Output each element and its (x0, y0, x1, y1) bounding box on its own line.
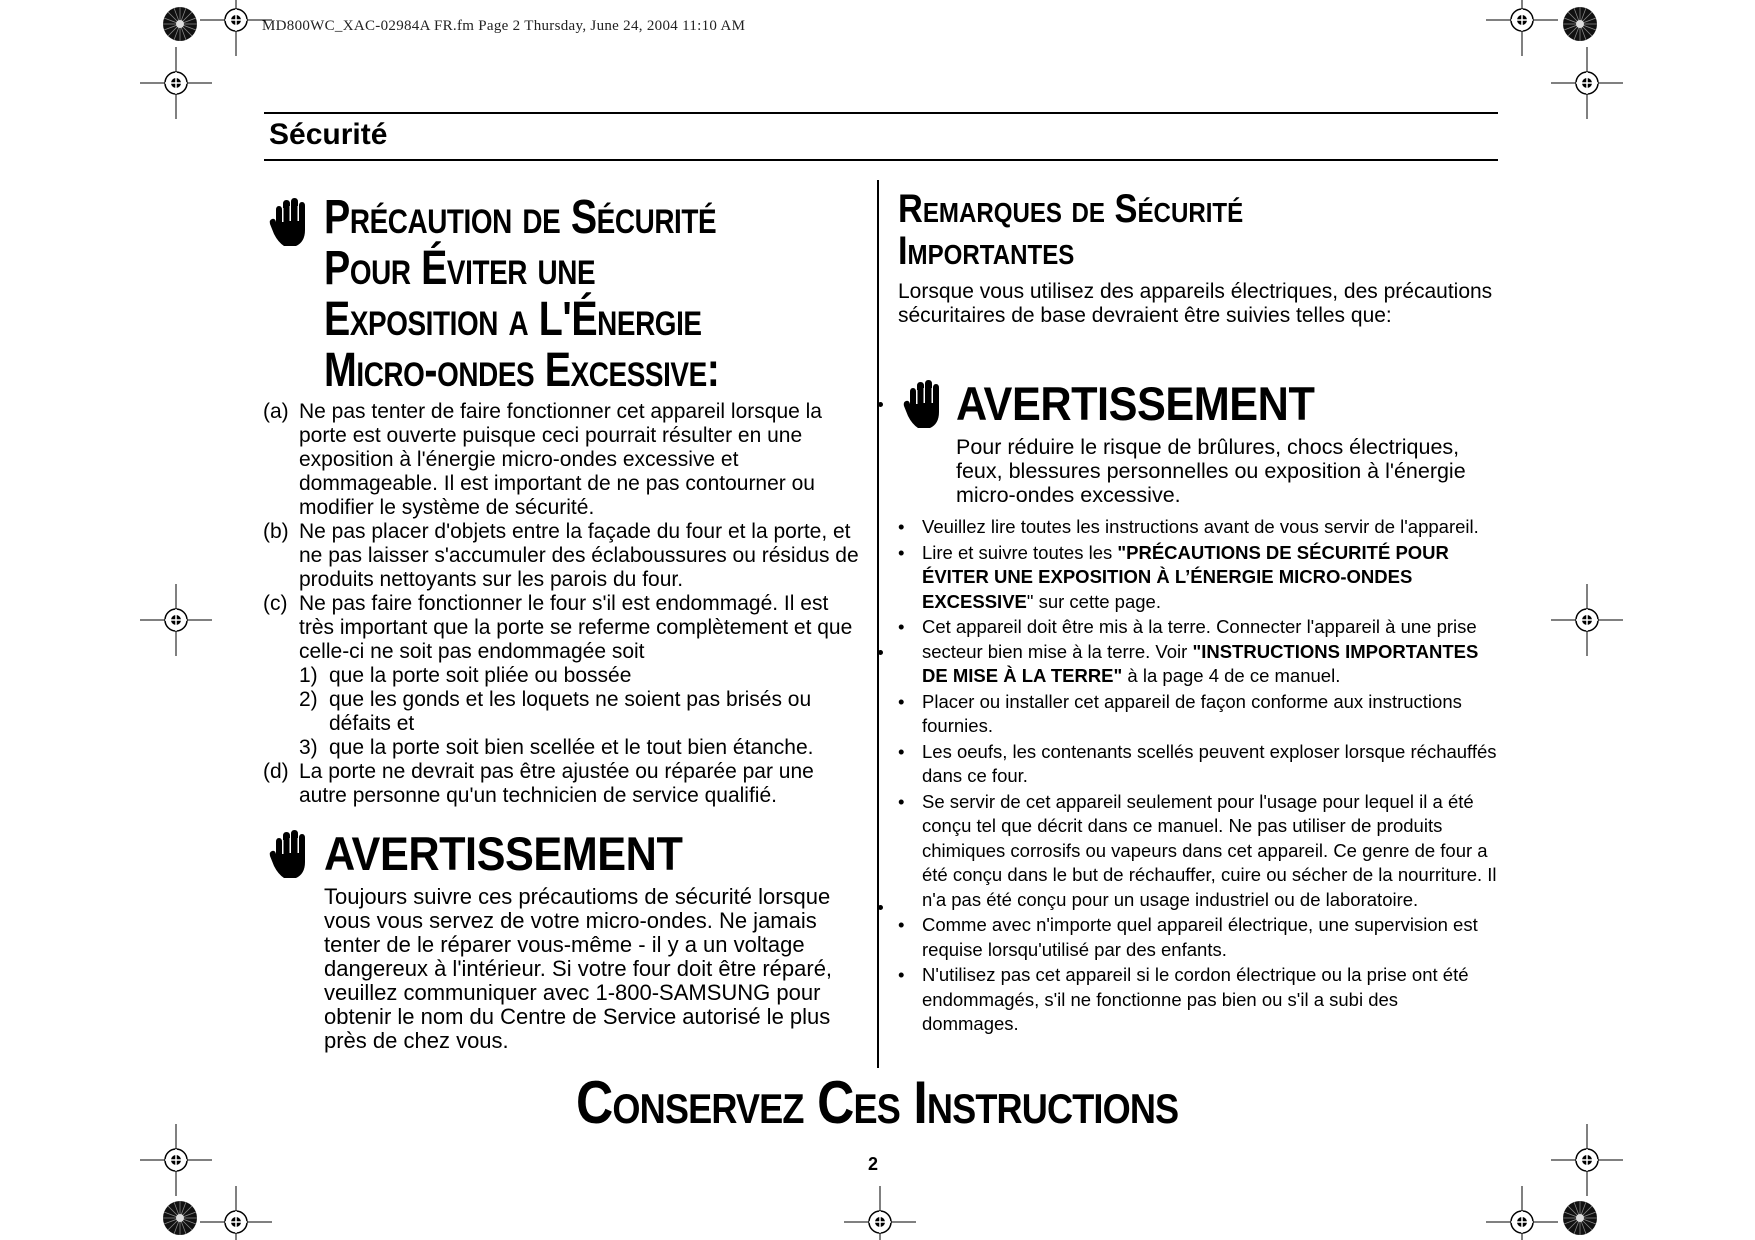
safety-bullets (898, 515, 1498, 1038)
hand-stop-icon (268, 828, 312, 882)
divider-dot (878, 905, 883, 910)
top-rule (264, 112, 1498, 114)
column-divider (877, 180, 879, 1068)
warning-title: AVERTISSEMENT (956, 377, 1315, 430)
sub-marker: 3) (299, 736, 318, 759)
bullet-text: Placer ou installer cet appareil de façon conforme aux instructions fournies. (922, 690, 1462, 736)
sub-list-item (263, 736, 863, 760)
divider-dot (878, 650, 883, 655)
list-marker: (c) (263, 592, 288, 615)
divider-dot (878, 402, 883, 407)
remarks-title-line: Remarques de Sécurité (898, 187, 1244, 231)
sub-text: que les gonds et les loquets ne soient pas brisés ou défaits et (329, 688, 812, 735)
remarks-intro: Lorsque vous utilisez des appareils électriques, des précautions sécuritaires de base devraient être suivies telles que: (898, 280, 1493, 327)
bullet-item (898, 615, 1498, 689)
bullet-item (898, 515, 1498, 540)
bullet-bold-text: "PRÉCAUTIONS DE SÉCURITÉ POUR ÉVITER UNE EXPOSITION À L’ÉNERGIE MICRO-ONDES EXCESSIVE (922, 541, 1449, 612)
precaution-title-line: Précaution de Sécurité (324, 191, 717, 244)
bullet-text: Cet appareil doit être mis à la terre. Connecter l'appareil à une prise secteur bien mise à la terre. Voir (922, 616, 1477, 662)
sub-list-item (263, 688, 863, 736)
sub-list-item (263, 664, 863, 688)
bullet-item (898, 541, 1498, 615)
bullet-item (898, 690, 1498, 739)
bullet-item (898, 790, 1498, 913)
bullet-text: Les oeufs, les contenants scellés peuvent exploser lorsque réchauffés dans ce four. (922, 740, 1497, 786)
list-item (263, 400, 863, 520)
footer-title (0, 1068, 1755, 1137)
precaution-title-line: Exposition a L'Énergie (324, 293, 702, 346)
list-item (263, 520, 863, 592)
sub-text: que la porte soit pliée ou bossée (329, 664, 632, 687)
warning-text: Toujours suivre ces précautioms de sécurité lorsque vous vous servez de votre micro-ondes. Ne jamais tenter de le réparer vous-même - il y a un voltage dangereux à l'intérieur. Si votre four doit être réparé, veuillez communiquer avec 1-800-SAMSUNG pour obtenir le nom du Centre de Service autorisé le plus près de chez vous. (324, 884, 833, 1053)
precaution-list (263, 400, 863, 808)
remarks-title-line: Importantes (898, 229, 1075, 273)
bullet-text: Veuillez lire toutes les instructions avant de vous servir de l'appareil. (922, 516, 1479, 537)
print-header: MD800WC_XAC-02984A FR.fm Page 2 Thursday, June 24, 2004 11:10 AM (262, 18, 746, 34)
list-text: Ne pas placer d'objets entre la façade du four et la porte, et ne pas laisser s'accumuler des éclaboussures ou résidus de produits nettoyants sur les parois du four. (299, 520, 859, 591)
list-marker: (a) (263, 400, 289, 423)
bullet-text: Comme avec n'importe quel appareil électrique, une supervision est requise lorsqu'utilisé par des enfants. (922, 914, 1478, 960)
precaution-title-line: Pour Éviter une (324, 242, 596, 295)
bullet-bold-text: "INSTRUCTIONS IMPORTANTES DE MISE À LA TERRE" (922, 640, 1479, 686)
precaution-title-line: Micro-ondes Excessive: (324, 344, 720, 397)
bullet-text: Se servir de cet appareil seulement pour l'usage pour lequel il a été conçu tel que décrit dans ce manuel. Ne pas utiliser de produits chimiques corrosifs ou vapeurs dans cet appareil. Ce genre de four a été conçu dans le but de réchauffer, cuire ou sécher de la nourriture. Il n'a pas été conçu pour un usage industriel ou de laboratoire. (922, 790, 1497, 910)
warning-text: Pour réduire le risque de brûlures, chocs électriques, feux, blessures personnelles ou exposition à l'énergie micro-ondes excessive. (956, 435, 1466, 507)
sub-marker: 1) (299, 664, 318, 687)
section-title: Sécurité (269, 118, 388, 151)
list-item (263, 592, 863, 664)
bullet-item (898, 740, 1498, 789)
list-text: Ne pas faire fonctionner le four s'il est endommagé. Il est très important que la porte se referme complètement et que celle-ci ne soit pas endommagée soit (299, 592, 853, 663)
list-marker: (b) (263, 520, 289, 543)
hand-stop-icon (268, 196, 312, 250)
list-text: La porte ne devrait pas être ajustée ou réparée par une autre personne qu'un technicien de service qualifié. (299, 760, 814, 807)
page-number: 2 (868, 1154, 879, 1174)
hand-stop-icon (902, 378, 946, 432)
list-text: Ne pas tenter de faire fonctionner cet appareil lorsque la porte est ouverte puisque ceci pourrait résulter en une exposition à l'énergie micro-ondes excessive et dommageable. Il est important de ne pas contourner ou modifier le système de sécurité. (299, 400, 822, 519)
bullet-text: Lire et suivre toutes les (922, 541, 1118, 563)
list-item (263, 760, 863, 808)
footer-title-text: Conservez Ces Instructions (576, 1069, 1179, 1136)
list-marker: (d) (263, 760, 289, 783)
bullet-text: à la page 4 de ce manuel. (1122, 665, 1341, 686)
warning-title: AVERTISSEMENT (324, 827, 683, 880)
remarks-title (898, 188, 1243, 272)
sub-marker: 2) (299, 688, 318, 711)
title-rule (264, 159, 1498, 161)
precaution-title (324, 192, 719, 396)
bullet-text: N'utilisez pas cet appareil si le cordon électrique ou la prise ont été endommagés, s'il ne fonctionne pas bien ou s'il a subi des dommages. (922, 964, 1469, 1034)
bullet-text: " sur cette page. (1026, 590, 1161, 612)
sub-text: que la porte soit bien scellée et le tout bien étanche. (329, 736, 814, 759)
bullet-item (898, 913, 1498, 962)
bullet-item (898, 963, 1498, 1037)
